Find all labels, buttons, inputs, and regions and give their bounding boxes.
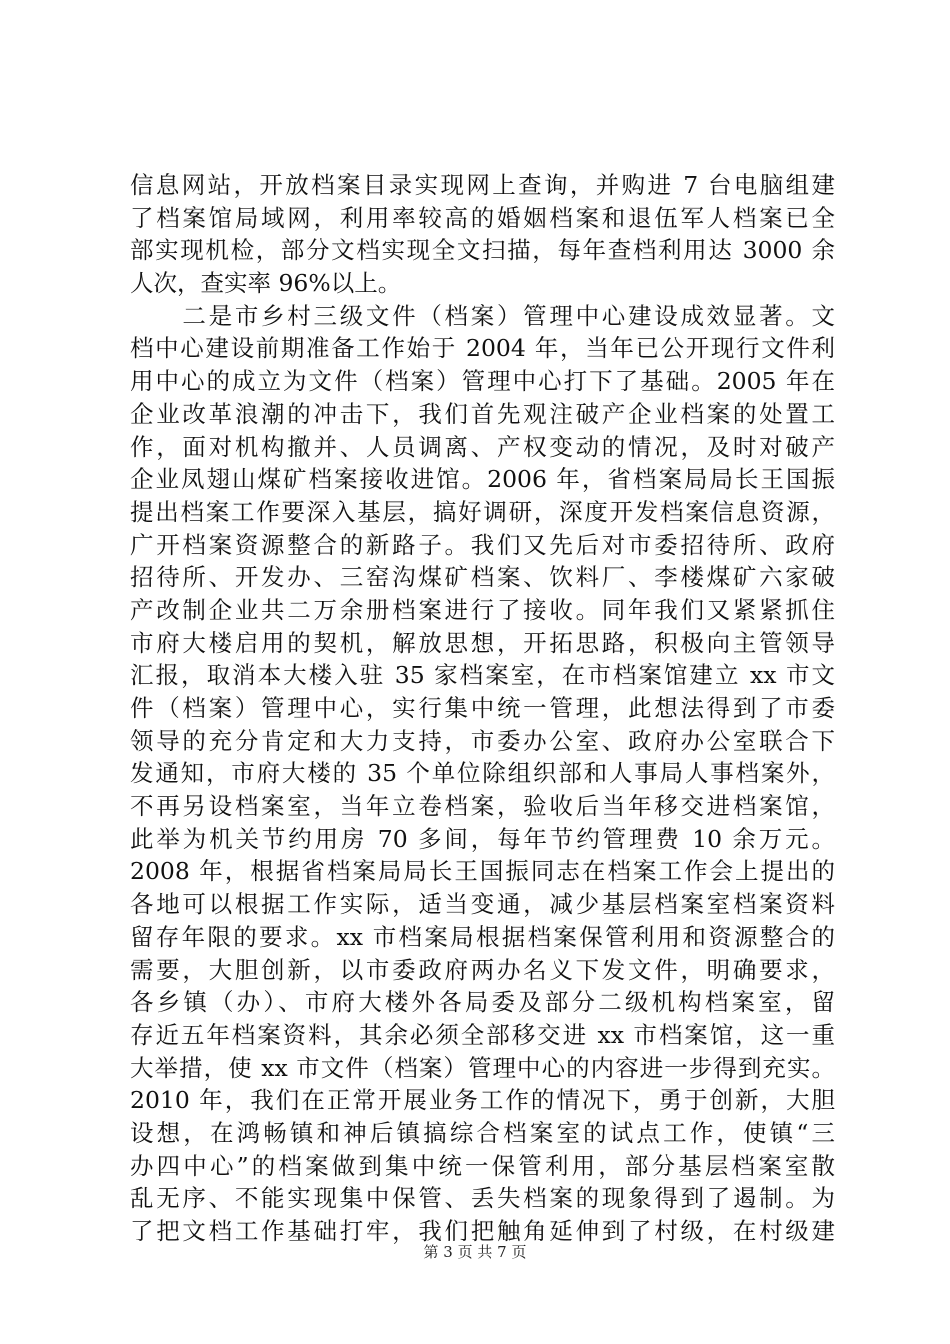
text-line: 信息网站，开放档案目录实现网上查询，并购进 7 台电脑组建 [130, 171, 835, 199]
text-line: 需要，大胆创新，以市委政府两办名义下发文件，明确要求， [130, 955, 835, 984]
text-line: 了档案馆局域网，利用率较高的婚姻档案和退伍军人档案已全 [130, 203, 835, 232]
text-line: 大举措，使 xx 市文件（档案）管理中心的内容进一步得到充实。 [130, 1053, 835, 1082]
text-line: 部实现机检，部分文档实现全文扫描，每年查档利用达 3000 余 [130, 236, 835, 265]
text-line: 各地可以根据工作实际，适当变通，减少基层档案室档案资料 [130, 890, 835, 919]
text-line: 发通知，市府大楼的 35 个单位除组织部和人事局人事档案外， [130, 759, 835, 788]
text-line: 了把文档工作基础打牢，我们把触角延伸到了村级，在村级建 [130, 1217, 835, 1245]
text-line: 企业凤翅山煤矿档案接收进馆。2006 年，省档案局局长王国振 [130, 465, 835, 494]
text-line: 档中心建设前期准备工作始于 2004 年，当年已公开现行文件利 [130, 334, 835, 363]
text-line: 企业改革浪潮的冲击下，我们首先观注破产企业档案的处置工 [130, 399, 835, 428]
text-line: 提出档案工作要深入基层，搞好调研，深度开发档案信息资源， [130, 497, 835, 526]
text-line: 人次，查实率 96%以上。 [130, 269, 402, 298]
text-line: 市府大楼启用的契机，解放思想，开拓思路，积极向主管领导 [130, 628, 835, 657]
text-line: 办四中心”的档案做到集中统一保管利用，部分基层档案室散 [130, 1151, 835, 1180]
text-line: 不再另设档案室，当年立卷档案，验收后当年移交进档案馆， [130, 792, 835, 821]
text-line: 2008 年，根据省档案局局长王国振同志在档案工作会上提出的 [130, 857, 835, 886]
text-line: 存近五年档案资料，其余必须全部移交进 xx 市档案馆，这一重 [130, 1020, 835, 1049]
text-line: 各乡镇（办）、市府大楼外各局委及部分二级机构档案室，留 [130, 988, 835, 1017]
body-text [130, 169, 835, 1248]
text-line: 二是市乡村三级文件（档案）管理中心建设成效显著。文 [130, 301, 835, 330]
text-line: 用中心的成立为文件（档案）管理中心打下了基础。2005 年在 [130, 367, 835, 396]
page-footer: 第 3 页 共 7 页 [423, 1243, 527, 1261]
text-line: 广开档案资源整合的新路子。我们又先后对市委招待所、政府 [130, 530, 835, 559]
text-line: 乱无序、不能实现集中保管、丢失档案的现象得到了遏制。为 [130, 1184, 835, 1213]
text-line: 2010 年，我们在正常开展业务工作的情况下，勇于创新，大胆 [130, 1086, 835, 1115]
text-line: 汇报，取消本大楼入驻 35 家档案室，在市档案馆建立 xx 市文 [130, 661, 835, 690]
text-line: 作，面对机构撤并、人员调离、产权变动的情况，及时对破产 [130, 432, 835, 461]
text-line: 设想，在鸿畅镇和神后镇搞综合档案室的试点工作，使镇“三 [130, 1118, 835, 1147]
text-line: 件（档案）管理中心，实行集中统一管理，此想法得到了市委 [130, 694, 835, 722]
text-line: 招待所、开发办、三窑沟煤矿档案、饮料厂、李楼煤矿六家破 [130, 563, 835, 592]
text-line: 此举为机关节约用房 70 多间，每年节约管理费 10 余万元。 [130, 824, 835, 853]
text-line: 留存年限的要求。xx 市档案局根据档案保管利用和资源整合的 [130, 922, 835, 951]
text-line: 产改制企业共二万余册档案进行了接收。同年我们又紧紧抓住 [130, 595, 835, 624]
text-line: 领导的充分肯定和大力支持，市委办公室、政府办公室联合下 [130, 726, 835, 755]
